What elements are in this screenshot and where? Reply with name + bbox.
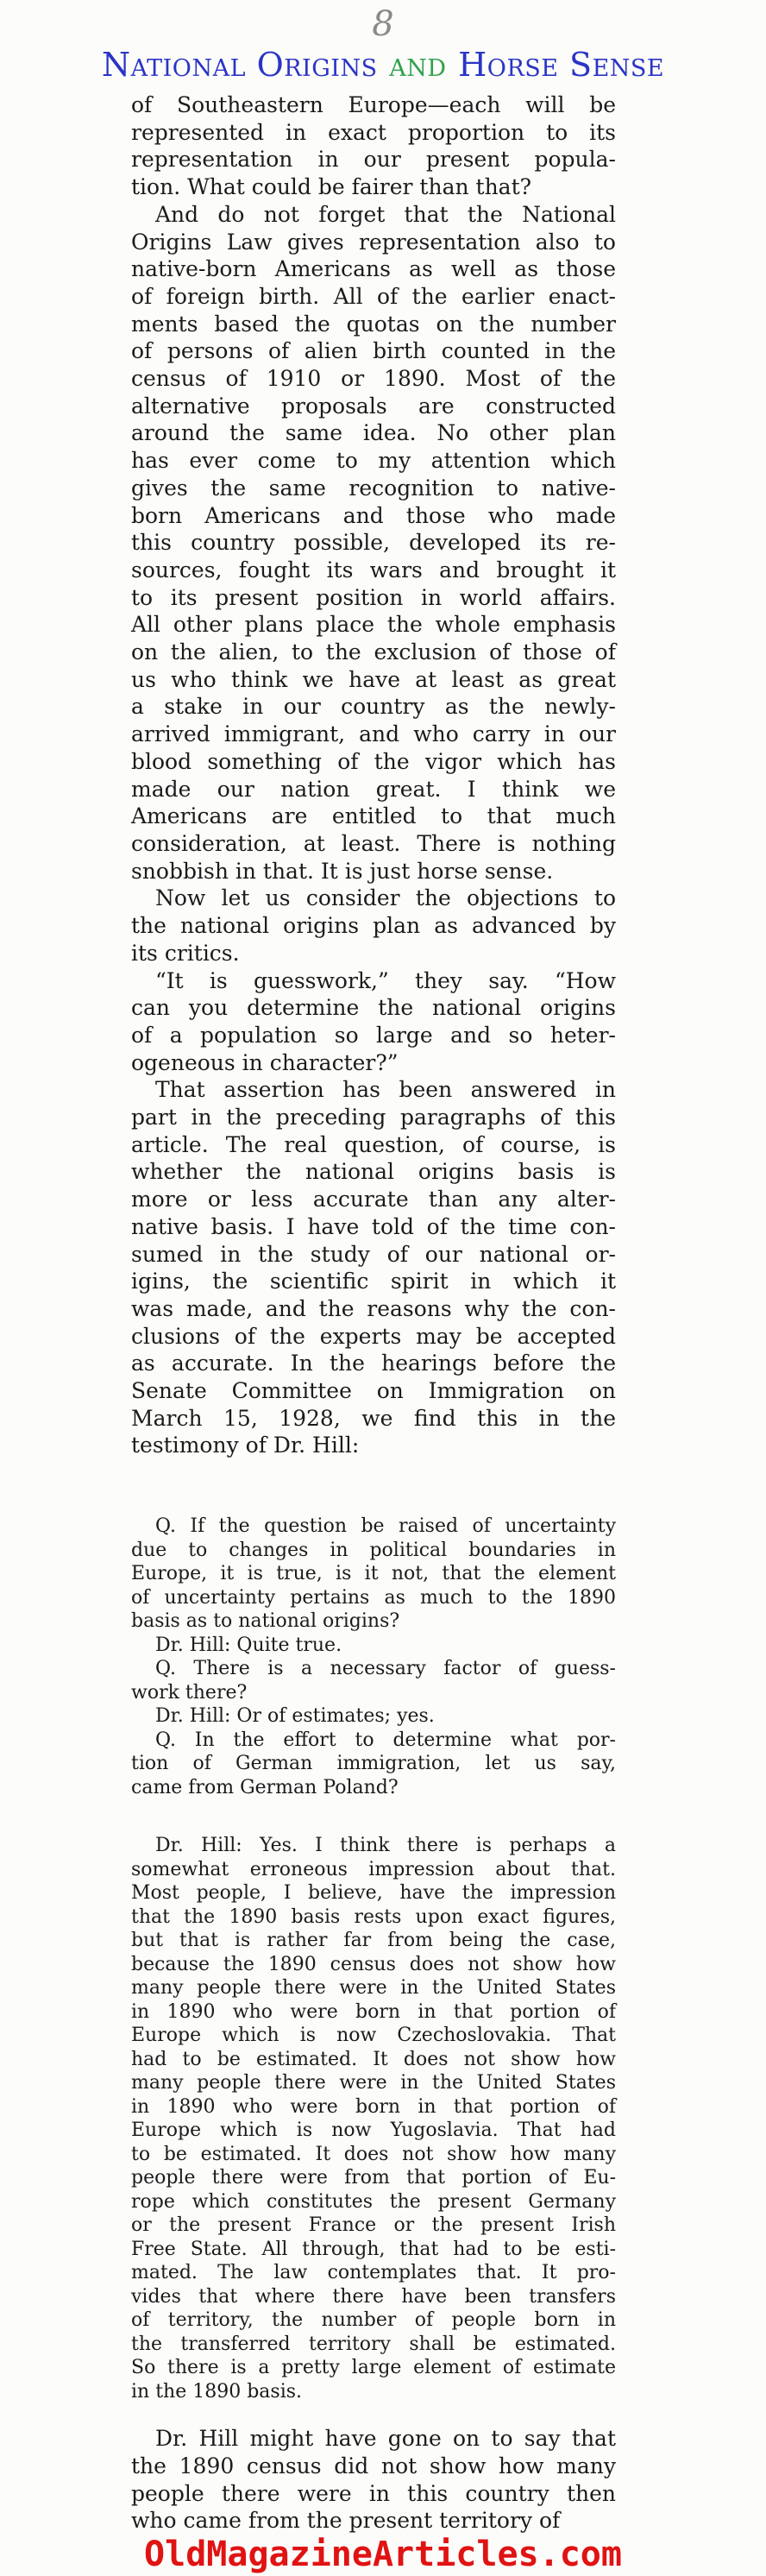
text-line: of uncertainty pertains as much to the 1890 <box>131 1586 616 1609</box>
text-line: somewhat erroneous impression about that. <box>131 1858 616 1880</box>
site-watermark: OldMagazineArticles.com <box>144 2534 622 2574</box>
title-and-word: and <box>389 46 447 84</box>
text-line: had to be estimated. It does not show how <box>131 2048 616 2070</box>
text-line: came from German Poland? <box>131 1776 399 1798</box>
qa-excerpt-block <box>131 1515 616 1799</box>
text-line: as accurate. In the hearings before the <box>131 1351 616 1376</box>
text-line: has ever come to my attention which <box>131 448 616 474</box>
text-line: Dr. Hill might have gone on to say that <box>155 2426 616 2452</box>
text-line: a stake in our country as the newly- <box>131 694 616 720</box>
text-line: represented in exact proportion to its <box>131 119 616 145</box>
text-line: due to changes in political boundaries in <box>131 1539 616 1561</box>
text-line: people there were from that portion of Eu- <box>131 2167 616 2189</box>
text-line: snobbish in that. It is just horse sense. <box>131 858 554 884</box>
text-line: in 1890 who were born in that portion of <box>131 2000 616 2023</box>
text-line: to its present position in world affairs. <box>131 584 616 610</box>
text-line: the national origins plan as advanced by <box>131 913 616 939</box>
text-line: March 15, 1928, we find this in the <box>131 1405 616 1431</box>
text-line: its critics. <box>131 940 240 966</box>
text-line: who came from the present territory of <box>131 2508 561 2534</box>
text-line: born Americans and those who made <box>131 502 616 528</box>
text-line: Dr. Hill: Quite true. <box>155 1634 342 1656</box>
text-line: because the 1890 census does not show how <box>131 1953 616 1975</box>
text-line: “It is guesswork,” they say. “How <box>155 967 616 993</box>
text-line: Dr. Hill: Yes. I think there is perhaps a <box>155 1835 616 1857</box>
title-part-2: Horse Sense <box>458 46 665 84</box>
text-line: of a population so large and so heter- <box>131 1022 616 1048</box>
text-line: in 1890 who were born in that portion of <box>131 2095 616 2118</box>
text-line: but that is rather far from being the case, <box>131 1930 616 1952</box>
text-line: clusions of the experts may be accepted <box>131 1323 616 1349</box>
text-line: rope which constitutes the present Germany <box>131 2190 616 2213</box>
text-line: more or less accurate than any alter- <box>131 1187 616 1212</box>
text-line: tion. What could be fairer than that? <box>131 174 532 200</box>
text-line: to be estimated. It does not show how many <box>131 2143 616 2165</box>
text-line: Q. If the question be raised of uncertainty <box>155 1515 616 1538</box>
text-line: people there were in this country then <box>131 2480 616 2506</box>
text-line: work there? <box>131 1681 248 1704</box>
text-line: Free State. All through, that had to be esti- <box>131 2238 616 2260</box>
text-line: us who think we have at least as great <box>131 666 616 692</box>
text-line: mated. The law contemplates that. It pro- <box>131 2262 616 2284</box>
text-line: census of 1910 or 1890. Most of the <box>131 366 616 392</box>
text-line: article. The real question, of course, is <box>131 1131 616 1157</box>
text-line: native basis. I have told of the time con- <box>131 1213 616 1239</box>
text-line: the 1890 census did not show how many <box>131 2453 616 2478</box>
text-line: Americans are entitled to that much <box>131 803 616 829</box>
title-part-1: National Origins <box>101 46 378 84</box>
text-line: All other plans place the whole emphasis <box>131 612 616 638</box>
text-line: of foreign birth. All of the earlier enact- <box>131 283 616 309</box>
text-line: Europe, it is true, is it not, that the element <box>131 1563 616 1585</box>
text-line: Q. In the effort to determine what por- <box>155 1729 616 1751</box>
text-line: Europe which is now Yugoslavia. That had <box>131 2119 616 2142</box>
text-line: on the alien, to the exclusion of those of <box>131 639 616 665</box>
text-line: Origins Law gives representation also to <box>131 229 616 255</box>
main-text-block <box>131 91 616 1459</box>
text-line: can you determine the national origins <box>131 995 616 1021</box>
text-line: Now let us consider the objections to <box>155 885 616 911</box>
text-line: gives the same recognition to native- <box>131 475 616 501</box>
text-line: arrived immigrant, and who carry in our <box>131 721 616 747</box>
text-line: in the 1890 basis. <box>131 2380 303 2403</box>
text-line: of territory, the number of people born in <box>131 2309 616 2332</box>
text-line: igins, the scientific spirit in which it <box>131 1269 616 1294</box>
text-line: Dr. Hill: Or of estimates; yes. <box>155 1705 435 1728</box>
text-line: vides that where there have been transfers <box>131 2285 616 2308</box>
text-line: of persons of alien birth counted in the <box>131 338 616 364</box>
text-line: or the present France or the present Irish <box>131 2214 616 2237</box>
page-number: 8 <box>372 4 394 44</box>
text-line: ments based the quotas on the number <box>131 311 616 337</box>
text-line: ogeneous in character?” <box>131 1049 399 1075</box>
text-line: So there is a pretty large element of estimate <box>131 2357 616 2379</box>
text-line: representation in our present popula- <box>131 147 616 173</box>
text-line: made our nation great. I think we <box>131 776 616 802</box>
text-line: Europe which is now Czechoslovakia. That <box>131 2025 616 2047</box>
text-line: consideration, at least. There is nothing <box>131 830 616 856</box>
text-line: native-born Americans as well as those <box>131 256 616 282</box>
text-line: And do not forget that the National <box>155 201 616 227</box>
text-line: Most people, I believe, have the impression <box>131 1882 616 1905</box>
text-line: many people there were in the United States <box>131 1977 616 2000</box>
text-line: was made, and the reasons why the con- <box>131 1295 616 1321</box>
text-line: around the same idea. No other plan <box>131 420 616 446</box>
text-line: That assertion has been answered in <box>155 1077 616 1103</box>
text-line: basis as to national origins? <box>131 1610 400 1633</box>
text-line: testimony of Dr. Hill: <box>131 1433 360 1458</box>
text-line: that the 1890 basis rests upon exact figures, <box>131 1905 616 1928</box>
text-line: Q. There is a necessary factor of guess- <box>155 1658 616 1680</box>
hill-answer-block <box>131 1834 616 2403</box>
text-line: blood something of the vigor which has <box>131 748 616 774</box>
closing-text-block <box>131 2425 616 2535</box>
text-line: of Southeastern Europe—each will be <box>131 92 616 117</box>
text-line: whether the national origins basis is <box>131 1159 616 1185</box>
text-line: part in the preceding paragraphs of this <box>131 1105 616 1131</box>
text-line: this country possible, developed its re- <box>131 530 616 556</box>
text-line: sources, fought its wars and brought it <box>131 557 616 583</box>
text-column <box>131 91 616 2535</box>
text-line: tion of German immigration, let us say, <box>131 1753 616 1775</box>
text-line: alternative proposals are constructed <box>131 393 616 419</box>
text-line: sumed in the study of our national or- <box>131 1241 616 1267</box>
text-line: many people there were in the United States <box>131 2072 616 2094</box>
text-line: Senate Committee on Immigration on <box>131 1378 616 1404</box>
text-line: the transferred territory shall be estimated. <box>131 2333 616 2355</box>
article-title <box>0 45 766 85</box>
